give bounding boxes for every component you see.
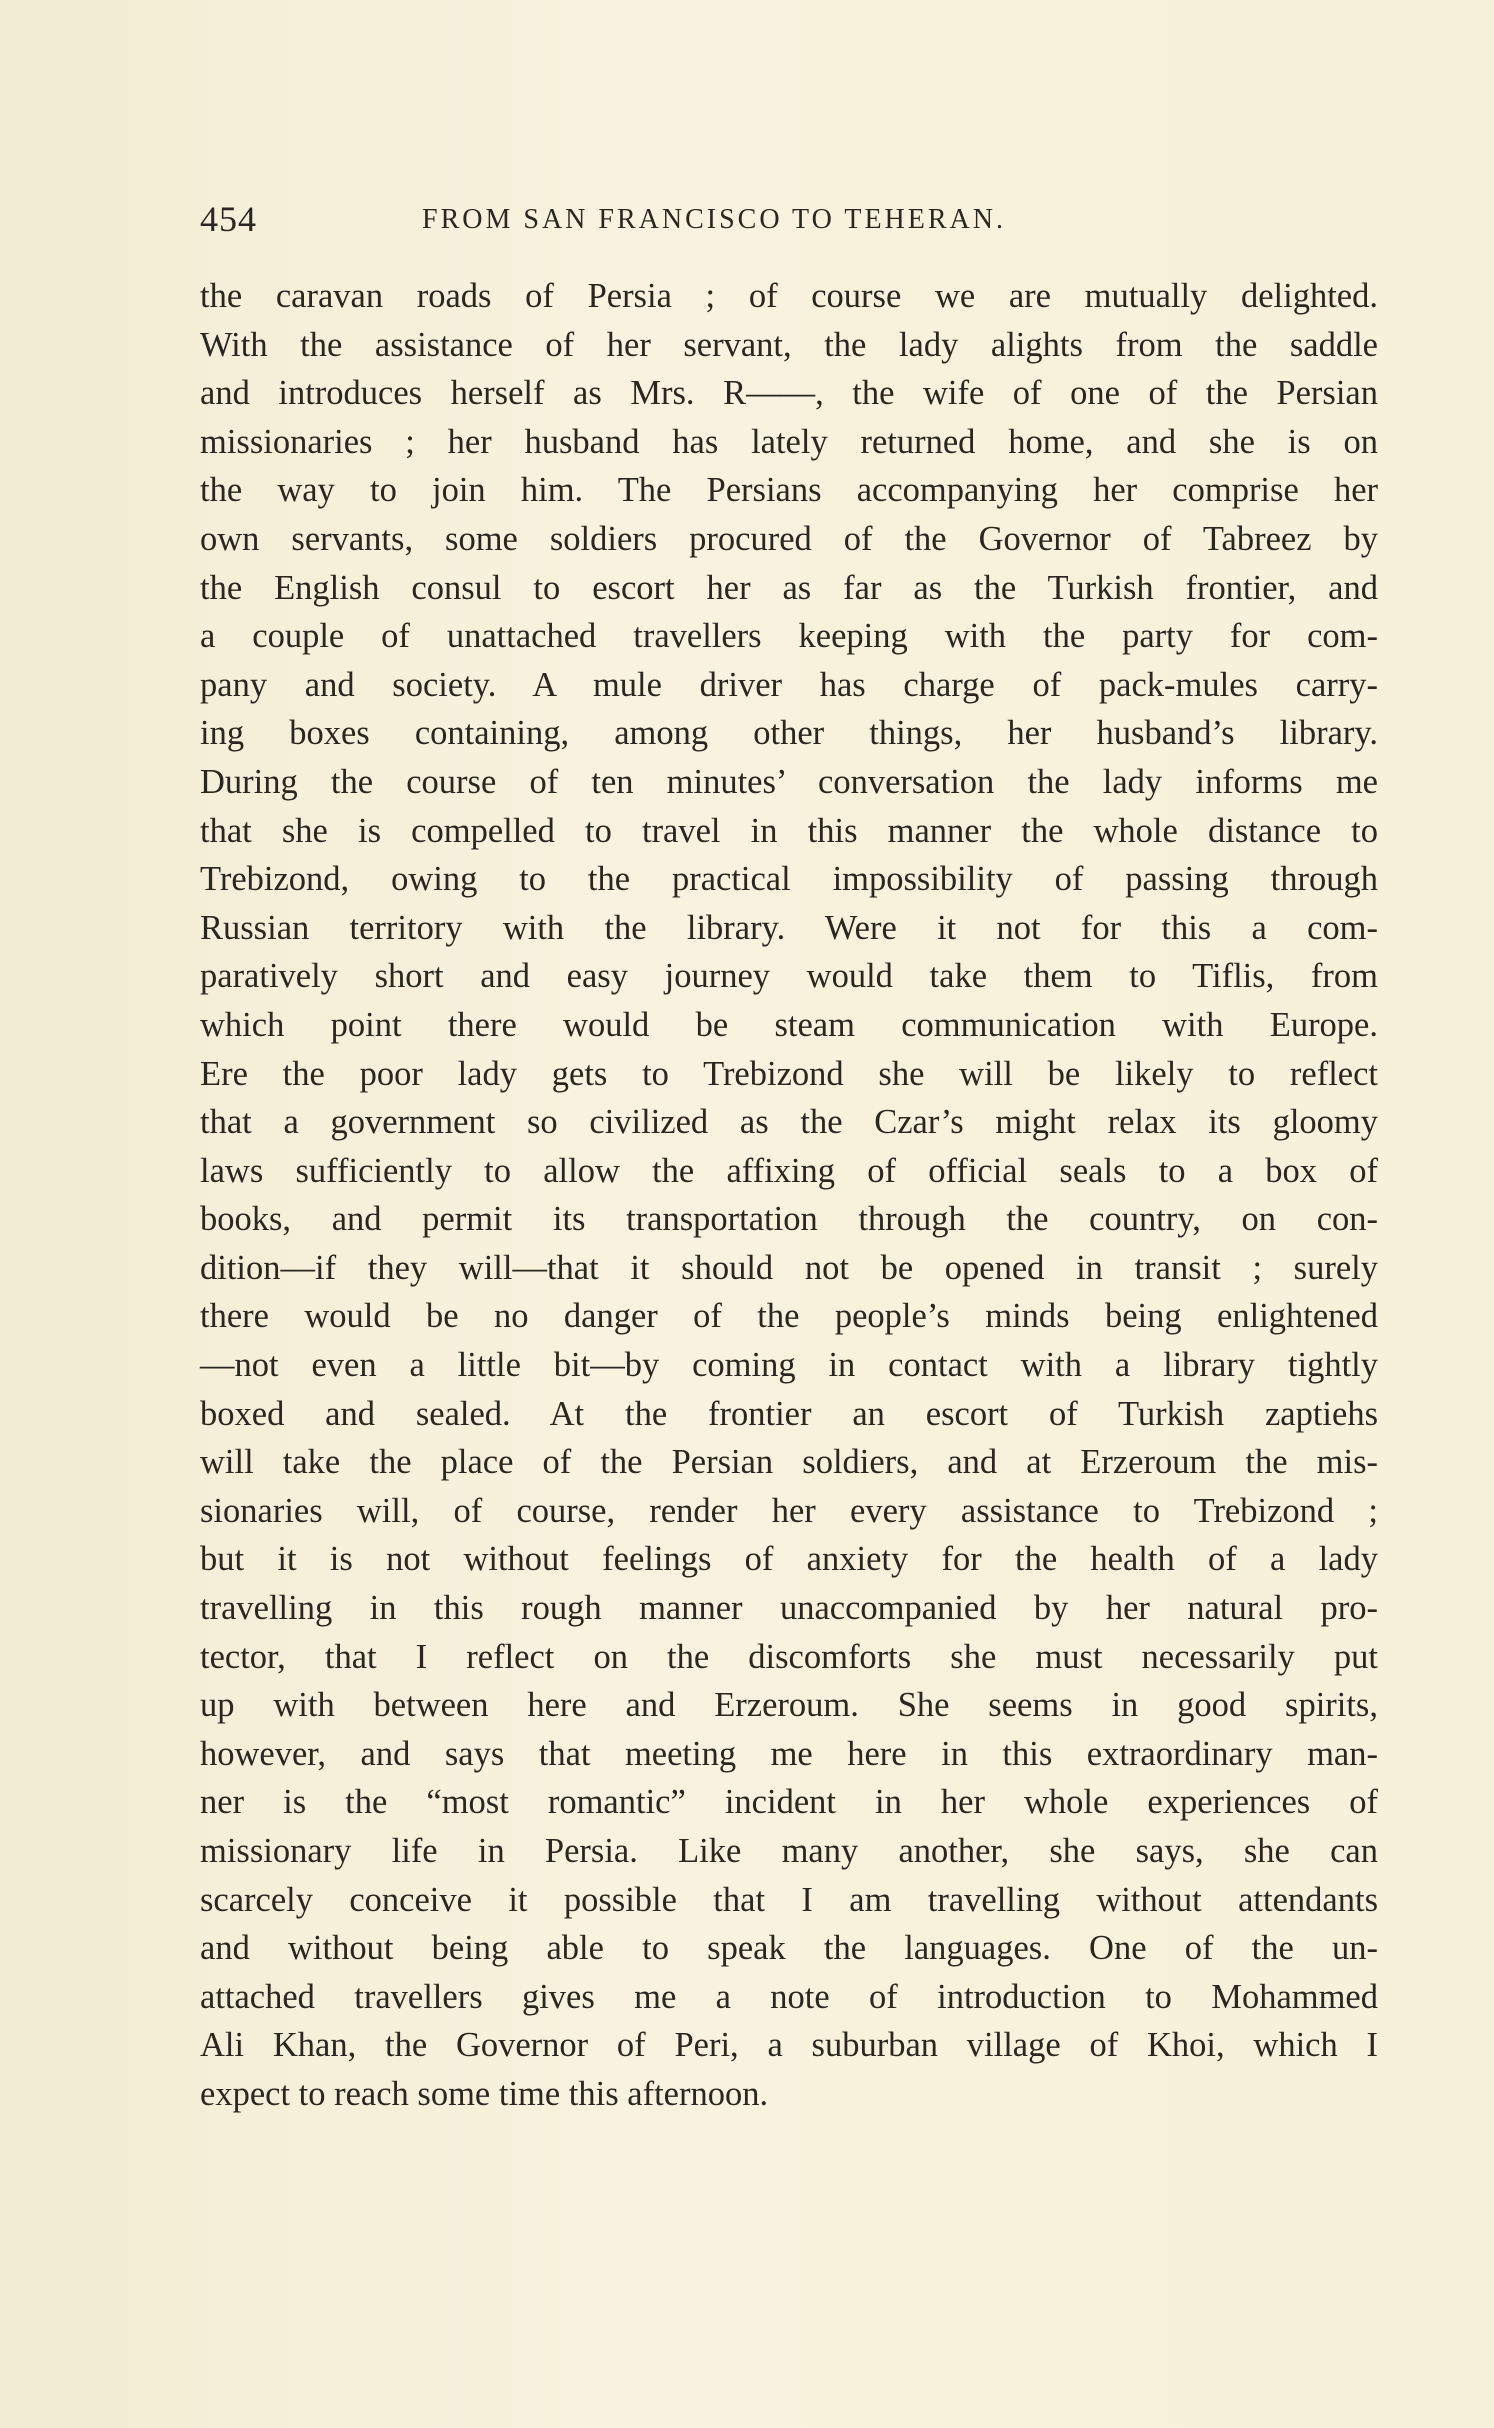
running-head: FROM SAN FRANCISCO TO TEHERAN. xyxy=(422,204,1006,235)
text-line: a couple of unattached travellers keeping with the party for com- xyxy=(200,617,1378,656)
text-line: Trebizond, owing to the practical impossibility of passing through xyxy=(200,860,1378,899)
text-line: Russian territory with the library. Were it not for this a com- xyxy=(200,908,1378,947)
text-line: missionary life in Persia. Like many another, she says, she can xyxy=(200,1832,1378,1870)
text-line: Ere the poor lady gets to Trebizond she will be likely to reflect xyxy=(200,1054,1378,1093)
text-line: that a government so civilized as the Czar’s might relax its gloomy xyxy=(200,1103,1378,1142)
text-line: and without being able to speak the languages. One of the un- xyxy=(200,1929,1378,1968)
text-line: expect to reach some time this afternoon. xyxy=(200,2074,769,2113)
text-line: but it is not without feelings of anxiety for the health of a lady xyxy=(200,1540,1378,1579)
text-line: attached travellers gives me a note of introduction to Mohammed xyxy=(200,1977,1378,2016)
text-line: which point there would be steam communication with Europe. xyxy=(200,1005,1378,1044)
page-header xyxy=(200,198,1380,248)
text-line: With the assistance of her servant, the lady alights from the saddle xyxy=(200,325,1378,364)
text-line: the caravan roads of Persia ; of course we are mutually delighted. xyxy=(200,277,1378,315)
text-line: however, and says that meeting me here in this extraordinary man- xyxy=(200,1734,1378,1773)
body-text xyxy=(200,272,1378,2119)
text-line: books, and permit its transportation through the country, on con- xyxy=(200,1200,1378,1239)
text-line: tector, that I reflect on the discomforts she must necessarily put xyxy=(200,1637,1378,1676)
text-line: boxed and sealed. At the frontier an escort of Turkish zaptiehs xyxy=(200,1394,1378,1433)
text-line: During the course of ten minutes’ conversation the lady informs me xyxy=(200,762,1378,801)
text-line: dition—if they will—that it should not be opened in transit ; surely xyxy=(200,1248,1378,1287)
text-line: will take the place of the Persian soldiers, and at Erzeroum the mis- xyxy=(200,1443,1378,1482)
text-line: up with between here and Erzeroum. She seems in good spirits, xyxy=(200,1686,1378,1725)
text-line: —not even a little bit—by coming in contact with a library tightly xyxy=(200,1346,1378,1385)
text-line: ing boxes containing, among other things, her husband’s library. xyxy=(200,714,1378,753)
text-line: the way to join him. The Persians accompanying her comprise her xyxy=(200,471,1378,510)
text-line: and introduces herself as Mrs. R——, the wife of one of the Persian xyxy=(200,374,1378,413)
text-line: pany and society. A mule driver has charge of pack-mules carry- xyxy=(200,665,1378,704)
text-line: Ali Khan, the Governor of Peri, a suburban village of Khoi, which I xyxy=(200,2026,1378,2065)
text-line: missionaries ; her husband has lately returned home, and she is on xyxy=(200,422,1378,461)
text-line: laws sufficiently to allow the affixing of official seals to a box of xyxy=(200,1151,1378,1190)
text-line: scarcely conceive it possible that I am travelling without attendants xyxy=(200,1880,1378,1919)
text-line: there would be no danger of the people’s minds being enlightened xyxy=(200,1297,1378,1336)
text-line: own servants, some soldiers procured of the Governor of Tabreez by xyxy=(200,519,1378,558)
page-number: 454 xyxy=(200,199,257,239)
text-line: ner is the “most romantic” incident in her whole experiences of xyxy=(200,1783,1378,1822)
text-line: that she is compelled to travel in this manner the whole distance to xyxy=(200,811,1378,850)
text-line: travelling in this rough manner unaccompanied by her natural pro- xyxy=(200,1589,1378,1628)
text-line: sionaries will, of course, render her every assistance to Trebizond ; xyxy=(200,1491,1378,1530)
text-line: the English consul to escort her as far as the Turkish frontier, and xyxy=(200,568,1378,607)
text-line: paratively short and easy journey would take them to Tiflis, from xyxy=(200,957,1378,996)
